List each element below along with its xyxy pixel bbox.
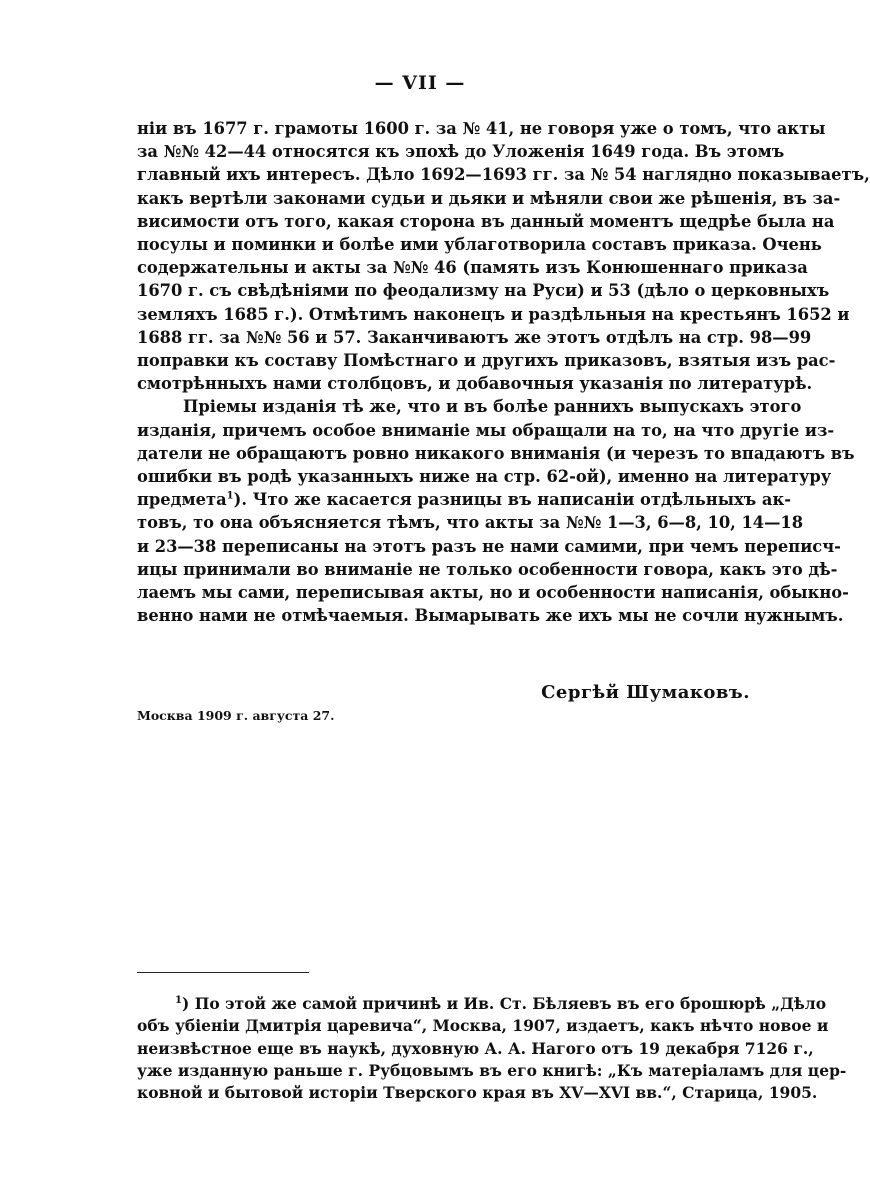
text-line: земляхъ 1685 г.). Отмѣтимъ наконецъ и раздѣльныя на крестьянъ 1652 и — [137, 304, 850, 324]
text-line: какъ вертѣли законами судьи и дьяки и мѣняли свои же рѣшенія, въ за- — [137, 188, 841, 208]
footnote-line: неизвѣстное еще въ наукѣ, духовную А. А. Нагого отъ 19 декабря 7126 г., — [137, 1038, 814, 1058]
footnote-line: объ убіеніи Дмитрія царевича“, Москва, 1907, издаетъ, какъ нѣчто новое и — [137, 1016, 829, 1036]
text-line: главный ихъ интересъ. Дѣло 1692—1693 гг. за № 54 наглядно показываетъ, — [137, 165, 870, 185]
text-line: висимости отъ того, какая сторона въ данный моментъ щедрѣе была на — [137, 211, 835, 231]
text-line: 1670 г. съ свѣдѣніями по феодализму на Руси) и 53 (дѣло о церковныхъ — [137, 281, 830, 301]
text-fragment: ). Что же касается разницы въ написаніи отдѣльныхъ ак- — [233, 490, 791, 510]
text-line: изданія, причемъ особое вниманіе мы обращали на то, на что другіе из- — [137, 420, 835, 440]
text-line: ицы принимали во вниманіе не только особенности говора, какъ это дѣ- — [137, 559, 838, 579]
text-line: ошибки въ родѣ указанныхъ ниже на стр. 62-ой), именно на литературу — [137, 467, 832, 487]
page-number: — VII — — [374, 72, 466, 94]
footnote — [137, 993, 847, 1104]
text-line: лаемъ мы сами, переписывая акты, но и особенности написанія, обыкно- — [137, 583, 849, 603]
text-line: за №№ 42—44 относятся къ эпохѣ до Уложенія 1649 года. Въ этомъ — [137, 142, 785, 162]
main-text — [137, 117, 870, 627]
paragraph-1 — [137, 117, 870, 395]
footnote-reference[interactable]: 1 — [226, 490, 234, 502]
text-line: посулы и поминки и болѣе ими ублаготворила составъ приказа. Очень — [137, 235, 822, 255]
text-line: венно нами не отмѣчаемыя. Вымарывать же ихъ мы не сочли нужнымъ. — [137, 606, 844, 626]
text-fragment: предмета — [137, 490, 227, 510]
text-line: 1688 гг. за №№ 56 и 57. Заканчиваютъ же этотъ отдѣлъ на стр. 98—99 — [137, 327, 812, 347]
date-line: Москва 1909 г. августа 27. — [137, 708, 335, 723]
footnote-line: ковной и бытовой исторіи Тверского края въ XV—XVI вв.“, Старица, 1905. — [137, 1083, 818, 1103]
text-line: Пріемы изданія тѣ же, что и въ болѣе раннихъ выпускахъ этого — [183, 397, 802, 417]
text-line: содержательны и акты за №№ 46 (память изъ Конюшеннаго приказа — [137, 258, 808, 278]
footnote-marker: 1 — [175, 994, 182, 1006]
text-line: ніи въ 1677 г. грамоты 1600 г. за № 41, не говоря уже о томъ, что акты — [137, 119, 826, 138]
text-line: поправки къ составу Помѣстнаго и другихъ приказовъ, взятыя изъ рас- — [137, 351, 836, 371]
text-line: датели не обращаютъ ровно никакого вниманія (и черезъ то впадаютъ въ — [137, 443, 855, 463]
text-line: товъ, то она объясняется тѣмъ, что акты за №№ 1—3, 6—8, 10, 14—18 — [137, 513, 804, 533]
text-line: смотрѣнныхъ нами столбцовъ, и добавочныя указанія по литературѣ. — [137, 374, 813, 394]
text-line — [137, 488, 791, 511]
footnote-line: уже изданную раньше г. Рубцовымъ въ его книгѣ: „Къ матеріаламъ для цер- — [137, 1060, 847, 1080]
footnote-line — [137, 993, 827, 1015]
paragraph-2 — [137, 395, 855, 627]
text-line: и 23—38 переписаны на этотъ разъ не нами самими, при чемъ переписч- — [137, 536, 841, 556]
text-fragment: ) По этой же самой причинѣ и Ив. Ст. Бѣляевъ въ его брошюрѣ „Дѣло — [181, 994, 827, 1013]
signature: Сергѣй Шумаковъ. — [541, 682, 750, 703]
footnote-divider — [137, 972, 309, 973]
